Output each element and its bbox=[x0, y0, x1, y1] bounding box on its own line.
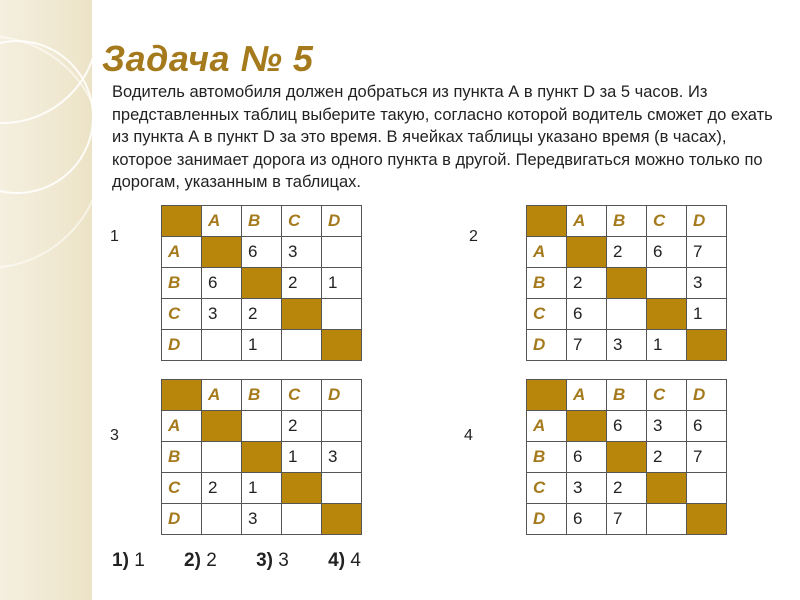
diagonal-cell bbox=[567, 237, 607, 268]
row-header: C bbox=[162, 299, 202, 330]
table-cell bbox=[647, 268, 687, 299]
table-cell: 2 bbox=[242, 299, 282, 330]
table-cell: 3 bbox=[647, 411, 687, 442]
table-cell: 2 bbox=[202, 473, 242, 504]
column-header: B bbox=[607, 380, 647, 411]
diagonal-cell bbox=[687, 330, 727, 361]
table-row bbox=[162, 442, 362, 473]
table-cell: 2 bbox=[567, 268, 607, 299]
table-header-row bbox=[527, 380, 727, 411]
table-cell: 7 bbox=[687, 237, 727, 268]
table-cell: 3 bbox=[567, 473, 607, 504]
row-header: B bbox=[162, 268, 202, 299]
table-cell: 2 bbox=[607, 237, 647, 268]
option-number: 2 bbox=[469, 228, 478, 245]
table-cell: 2 bbox=[282, 268, 322, 299]
table-cell: 6 bbox=[567, 442, 607, 473]
table-row bbox=[527, 299, 727, 330]
row-header: A bbox=[527, 237, 567, 268]
table-row bbox=[527, 473, 727, 504]
diagonal-cell bbox=[647, 473, 687, 504]
decorative-left-band bbox=[0, 0, 92, 600]
table-cell bbox=[322, 411, 362, 442]
row-header: A bbox=[162, 411, 202, 442]
table-row bbox=[527, 411, 727, 442]
column-header: D bbox=[322, 380, 362, 411]
corner-cell bbox=[162, 380, 202, 411]
table-cell bbox=[282, 504, 322, 535]
slide-title: Задача № 5 bbox=[102, 38, 314, 79]
distance-table-1 bbox=[161, 205, 362, 361]
table-row bbox=[527, 268, 727, 299]
column-header: A bbox=[202, 206, 242, 237]
table-cell: 7 bbox=[687, 442, 727, 473]
row-header: A bbox=[527, 411, 567, 442]
table-cell: 3 bbox=[322, 442, 362, 473]
table-cell: 1 bbox=[282, 442, 322, 473]
table-row bbox=[162, 237, 362, 268]
distance-table-2 bbox=[526, 205, 727, 361]
table-row bbox=[162, 268, 362, 299]
corner-cell bbox=[162, 206, 202, 237]
table-header-row bbox=[527, 206, 727, 237]
table-cell: 1 bbox=[242, 473, 282, 504]
row-header: C bbox=[527, 473, 567, 504]
diagonal-cell bbox=[282, 299, 322, 330]
row-header: D bbox=[527, 504, 567, 535]
diagonal-cell bbox=[607, 268, 647, 299]
row-header: C bbox=[527, 299, 567, 330]
table-cell: 6 bbox=[647, 237, 687, 268]
table-cell: 2 bbox=[647, 442, 687, 473]
row-header: B bbox=[162, 442, 202, 473]
option-number: 3 bbox=[110, 427, 119, 444]
column-header: A bbox=[567, 206, 607, 237]
row-header: D bbox=[527, 330, 567, 361]
table-cell: 3 bbox=[242, 504, 282, 535]
answer-option-3[interactable]: 3) 3 bbox=[256, 550, 289, 571]
table-cell: 6 bbox=[567, 504, 607, 535]
table-cell bbox=[322, 299, 362, 330]
table-cell: 6 bbox=[567, 299, 607, 330]
row-header: A bbox=[162, 237, 202, 268]
table-row bbox=[162, 473, 362, 504]
table-row bbox=[527, 237, 727, 268]
table-row bbox=[162, 330, 362, 361]
table-header-row bbox=[162, 380, 362, 411]
row-header: D bbox=[162, 504, 202, 535]
column-header: C bbox=[282, 380, 322, 411]
diagonal-cell bbox=[242, 442, 282, 473]
column-header: D bbox=[687, 380, 727, 411]
table-row bbox=[162, 299, 362, 330]
table-cell: 7 bbox=[567, 330, 607, 361]
problem-text: Водитель автомобиля должен добраться из пункта А в пункт D за 5 часов. Из представленных таблиц выберите такую, согласно которой водитель сможет до ехать из пункта А в пункт D за это время. В ячейках таблицы указано время (в часах), которое занимает дорога из одного пункта в другой. Передвигаться можно только по дорогам, указанным в таблицах. bbox=[112, 83, 773, 191]
corner-cell bbox=[527, 380, 567, 411]
diagonal-cell bbox=[202, 411, 242, 442]
row-header: B bbox=[527, 268, 567, 299]
table-cell: 3 bbox=[202, 299, 242, 330]
diagonal-cell bbox=[282, 473, 322, 504]
table-cell bbox=[322, 473, 362, 504]
table-cell bbox=[282, 330, 322, 361]
column-header: D bbox=[322, 206, 362, 237]
column-header: B bbox=[242, 206, 282, 237]
table-cell bbox=[202, 504, 242, 535]
option-number: 1 bbox=[110, 228, 119, 245]
column-header: C bbox=[647, 380, 687, 411]
table-row bbox=[527, 504, 727, 535]
table-cell: 7 bbox=[607, 504, 647, 535]
table-cell bbox=[322, 237, 362, 268]
table-cell: 3 bbox=[687, 268, 727, 299]
table-cell: 6 bbox=[607, 411, 647, 442]
table-cell: 1 bbox=[647, 330, 687, 361]
answer-options bbox=[112, 550, 395, 572]
option-number: 4 bbox=[464, 427, 473, 444]
table-cell bbox=[202, 442, 242, 473]
column-header: D bbox=[687, 206, 727, 237]
table-cell: 6 bbox=[242, 237, 282, 268]
table-cell: 2 bbox=[282, 411, 322, 442]
table-cell: 1 bbox=[242, 330, 282, 361]
table-cell bbox=[242, 411, 282, 442]
diagonal-cell bbox=[202, 237, 242, 268]
row-header: D bbox=[162, 330, 202, 361]
distance-table-4 bbox=[526, 379, 727, 535]
diagonal-cell bbox=[567, 411, 607, 442]
table-cell bbox=[202, 330, 242, 361]
answer-option-4[interactable]: 4) 4 bbox=[328, 550, 361, 571]
table-row bbox=[527, 330, 727, 361]
diagonal-cell bbox=[687, 504, 727, 535]
answer-option-2[interactable]: 2) 2 bbox=[184, 550, 217, 571]
table-cell: 3 bbox=[607, 330, 647, 361]
column-header: A bbox=[567, 380, 607, 411]
column-header: C bbox=[282, 206, 322, 237]
table-cell bbox=[607, 299, 647, 330]
answer-option-1[interactable]: 1) 1 bbox=[112, 550, 145, 571]
table-cell: 3 bbox=[282, 237, 322, 268]
column-header: B bbox=[242, 380, 282, 411]
column-header: A bbox=[202, 380, 242, 411]
row-header: C bbox=[162, 473, 202, 504]
column-header: C bbox=[647, 206, 687, 237]
diagonal-cell bbox=[607, 442, 647, 473]
table-cell: 2 bbox=[607, 473, 647, 504]
table-cell: 1 bbox=[322, 268, 362, 299]
table-row bbox=[527, 442, 727, 473]
diagonal-cell bbox=[322, 504, 362, 535]
diagonal-cell bbox=[322, 330, 362, 361]
table-cell: 1 bbox=[687, 299, 727, 330]
table-cell: 6 bbox=[687, 411, 727, 442]
table-cell: 6 bbox=[202, 268, 242, 299]
table-header-row bbox=[162, 206, 362, 237]
column-header: B bbox=[607, 206, 647, 237]
corner-cell bbox=[527, 206, 567, 237]
table-row bbox=[162, 411, 362, 442]
table-cell bbox=[647, 504, 687, 535]
diagonal-cell bbox=[242, 268, 282, 299]
table-row bbox=[162, 504, 362, 535]
diagonal-cell bbox=[647, 299, 687, 330]
distance-table-3 bbox=[161, 379, 362, 535]
row-header: B bbox=[527, 442, 567, 473]
table-cell bbox=[687, 473, 727, 504]
